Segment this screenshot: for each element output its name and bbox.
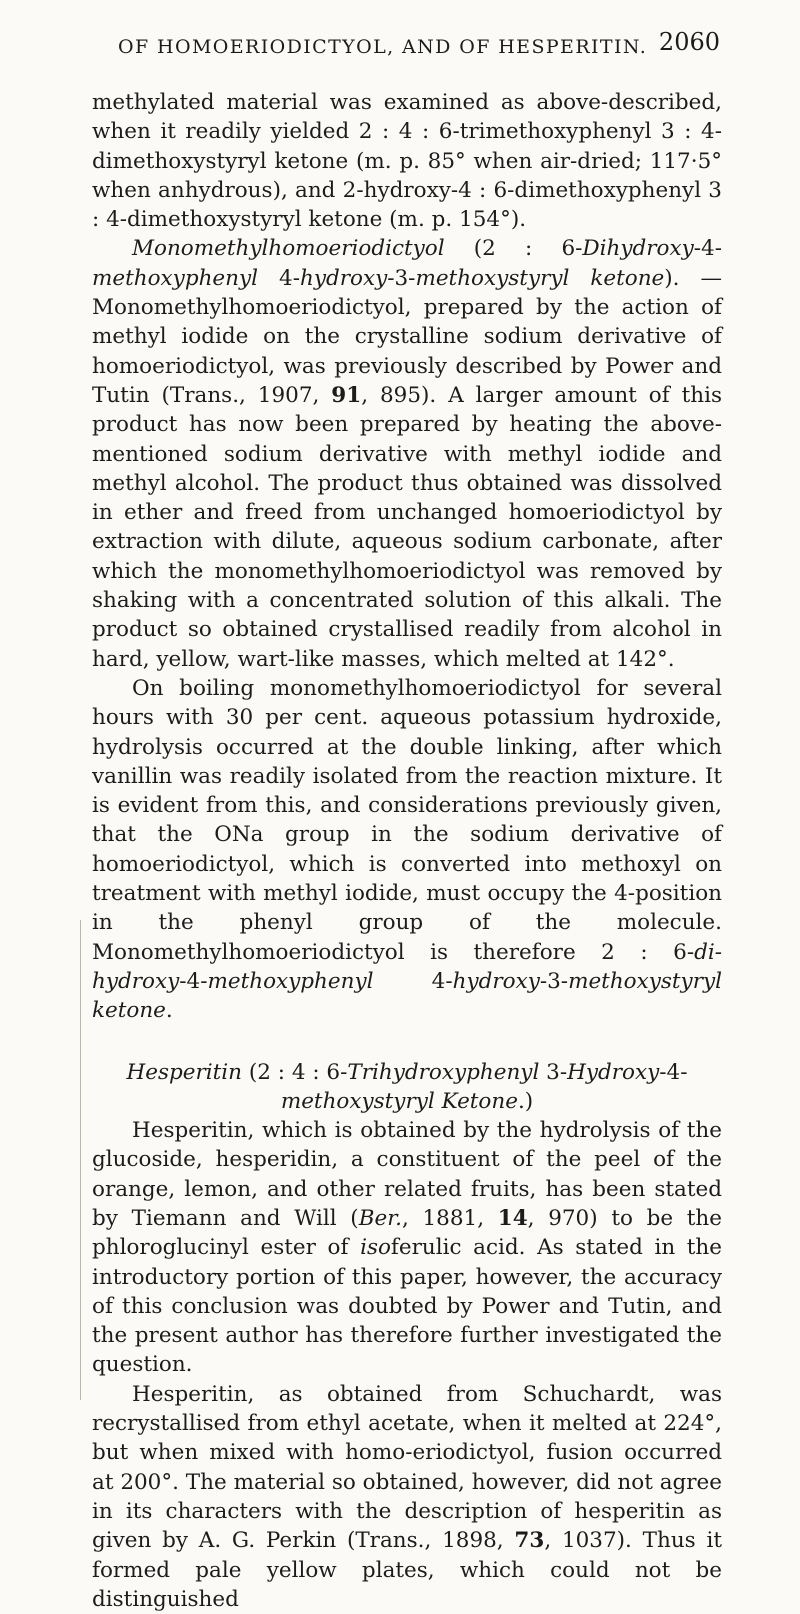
paragraph-1	[92, 88, 722, 234]
text: , 970) to be the phloroglucinyl ester of	[92, 1205, 722, 1261]
heading-italic: methoxystyryl Ketone	[280, 1088, 518, 1114]
paragraph-hesperitin-schuchardt	[92, 1380, 722, 1614]
text: methylated material was examined as above-described, when it readily yielded 2 : 4 : 6-trimethoxyphenyl 3 : 4-dimethoxystyryl ketone (m. p. 85° when air-dried; 117·5° when anhydrous), and 2-hydroxy-4 : 6-dimethoxyphenyl 3 : 4-dimethoxystyryl ketone (m. p. 154°).	[92, 90, 722, 233]
text: ferulic acid. As stated in the introductory portion of this paper, however, the accuracy of this conclusion was doubted by Power and Tutin, and the present author has therefore further investigated the question.	[92, 1235, 723, 1378]
text: -4-	[693, 236, 722, 262]
text: -3-	[387, 265, 416, 291]
text: 4-	[373, 968, 453, 994]
paragraph-monomethylhomoeriodictyol	[92, 234, 722, 673]
margin-rule	[80, 920, 81, 1400]
volume-number: 73	[514, 1528, 545, 1554]
volume-number: 14	[497, 1205, 528, 1231]
heading-text: (2 : 4 : 6-	[242, 1059, 348, 1085]
text: , 1037). Thus it formed pale yellow plates, which could not be distinguished	[92, 1528, 723, 1612]
text: , 895). A larger amount of this product has now been prepared by heating the above-mentioned sodium derivative with methyl iodide and methyl alcohol. The product thus obtained was dissolved in ether and freed from unchanged homoeriodictyol by extraction with dilute, aqueous sodium carbonate, after which the monomethylhomoeriodictyol was removed by shaking with a concentrated solution of this alkali. The product so obtained crystallised readily from alcohol in hard, yellow, wart-like masses, which melted at 142°.	[92, 382, 722, 672]
text: ). — Monomethylhomoeriodictyol, prepared by the action of methyl iodide on the crystalline sodium derivative of homoeriodictyol, was previously described by Power and Tutin (Trans., 1907,	[92, 265, 722, 408]
compound-name: Monomethylhomoeriodictyol	[132, 236, 445, 262]
volume-number: 91	[331, 382, 362, 408]
text-italic: hydroxy	[452, 968, 540, 994]
heading-text: 3-	[539, 1059, 568, 1085]
section-heading	[92, 1058, 722, 1117]
paragraph-hesperitin-intro	[92, 1116, 722, 1380]
heading-italic: Hydroxy	[567, 1059, 660, 1085]
text-italic: methoxyphenyl	[207, 968, 374, 994]
text-italic: di-hydroxy	[92, 939, 722, 994]
text: (2 : 6-	[444, 236, 583, 262]
text: -3-	[539, 968, 569, 994]
body-text	[92, 88, 722, 1614]
text: Hesperitin, as obtained from Schuchardt, was recrystallised from ethyl acetate, when it melted at 224°, but when mixed with homo-eriodictyol, fusion occurred at 200°. The material so obtained, however, did not agree in its characters with the description of hesperitin as given by A. G. Perkin (Trans., 1898,	[92, 1381, 722, 1554]
running-title: OF HOMOERIODICTYOL, AND OF HESPERITIN.	[118, 36, 648, 58]
text-italic: iso	[360, 1235, 391, 1261]
heading-text: .)	[517, 1088, 534, 1114]
text: On boiling monomethylhomoeriodictyol for several hours with 30 per cent. aqueous potassium hydroxide, hydrolysis occurred at the double linking, after which vanillin was readily isolated from the reaction mixture. It is evident from this, and considerations previously given, that the ONa group in the sodium derivative of homoeriodictyol, which is converted into methoxyl on treatment with methyl iodide, must occupy the 4-position in the phenyl group of the molecule. Monomethylhomoeriodictyol is therefore 2 : 6-	[92, 675, 722, 965]
heading-italic: Hesperitin	[126, 1059, 243, 1085]
heading-italic: Trihydroxyphenyl	[347, 1059, 540, 1085]
text: -4-	[179, 968, 208, 994]
text-italic: methoxystyryl ketone	[415, 265, 665, 291]
text: , 1881,	[401, 1205, 498, 1231]
paragraph-3	[92, 674, 722, 1026]
section-gap	[92, 1026, 722, 1058]
heading-text: -4-	[659, 1059, 688, 1085]
text: .	[165, 998, 173, 1024]
running-header	[118, 22, 720, 62]
text: 4-	[258, 265, 300, 291]
journal-abbrev: Ber.	[358, 1205, 402, 1231]
text-italic: methoxyphenyl	[92, 265, 259, 291]
page-number: 2060	[658, 28, 720, 56]
text: Hesperitin, which is obtained by the hydrolysis of the glucoside, hesperidin, a constituent of the peel of the orange, lemon, and other related fruits, has been stated by Tiemann and Will (	[92, 1118, 722, 1231]
text-italic: methoxystyryl ketone	[92, 968, 722, 1024]
text-italic: Dihydroxy	[582, 236, 694, 262]
text-italic: hydroxy	[299, 265, 388, 291]
